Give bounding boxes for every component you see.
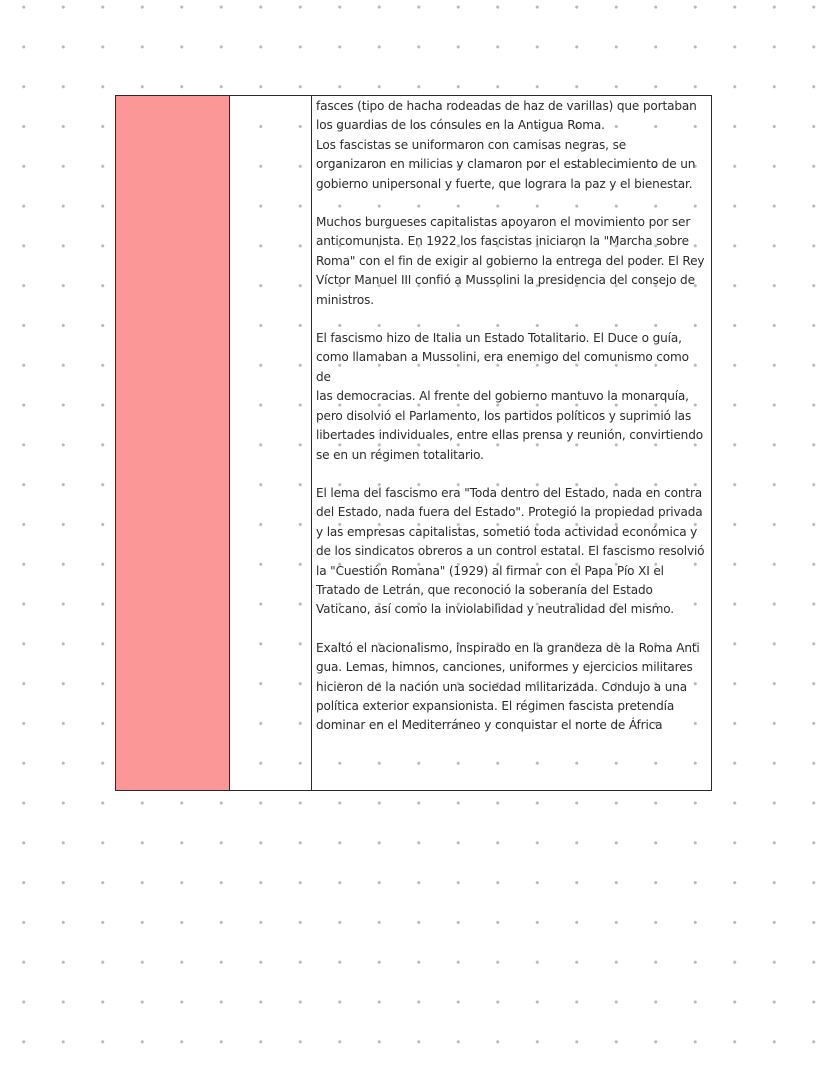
blank-column [230, 96, 312, 790]
notes-text-column [312, 96, 711, 790]
notes-table [115, 95, 712, 791]
accent-column [116, 96, 230, 790]
paragraph-fasces: fasces (tipo de hacha rodeadas de haz de varillas) que portaban los guardias de los cónsules en la Antigua Roma. Los fascistas se uniformaron con camisas negras, se organizaron en milicias y clamaron por el establecimiento de un gobierno unipersonal y fuerte, que lograra la paz y el bienestar. [316, 99, 697, 191]
paragraph-estado-totalitario: El fascismo hizo de Italia un Estado Totalitario. El Duce o guía, como llamaban a Mussolini, era enemigo del comunismo como de las democracias. Al frente del gobierno mantuvo la monarquía, pero disolvió el Parlamento, los partidos políticos y suprimió las libertades individuales, entre ellas prensa y reunión, convirtiendo se en un régimen totalitario. [316, 331, 703, 462]
paragraph-lema-del-fascismo: El lema del fascismo era "Toda dentro del Estado, nada en contra del Estado, nada fuera del Estado". Protegió la propiedad privada y las empresas capitalistas, sometió toda actividad económica y de los sindicatos obreros a un control estatal. El fascismo resolvió la "Cuestión Romana" (1929) al firmar con el Papa Pío XI el Tratado de Letrán, que reconoció la soberanía del Estado Vaticano, así como la inviolabilidad y neutralidad del mismo. [316, 485, 705, 617]
paragraph-marcha-sobre-roma: Muchos burgueses capitalistas apoyaron el movimiento por ser anticomunista. En 1922 los fascistas iniciaron la "Marcha sobre Roma" con el fin de exigir al gobierno la entrega del poder. El Rey Víctor Manuel III confió a Mussolini la presidencia del consejo de ministros. [316, 215, 705, 307]
paragraph-nacionalismo: Exaltó el nacionalismo, inspirado en la grandeza de la Roma Anti gua. Lemas, himnos, canciones, uniformes y ejercicios militares hicieron de la nación una sociedad militarizada. Condujo a una política exterior expansionista. El régimen fascista pretendía dominar en el Mediterráneo y conquistar el norte de África [316, 640, 700, 733]
